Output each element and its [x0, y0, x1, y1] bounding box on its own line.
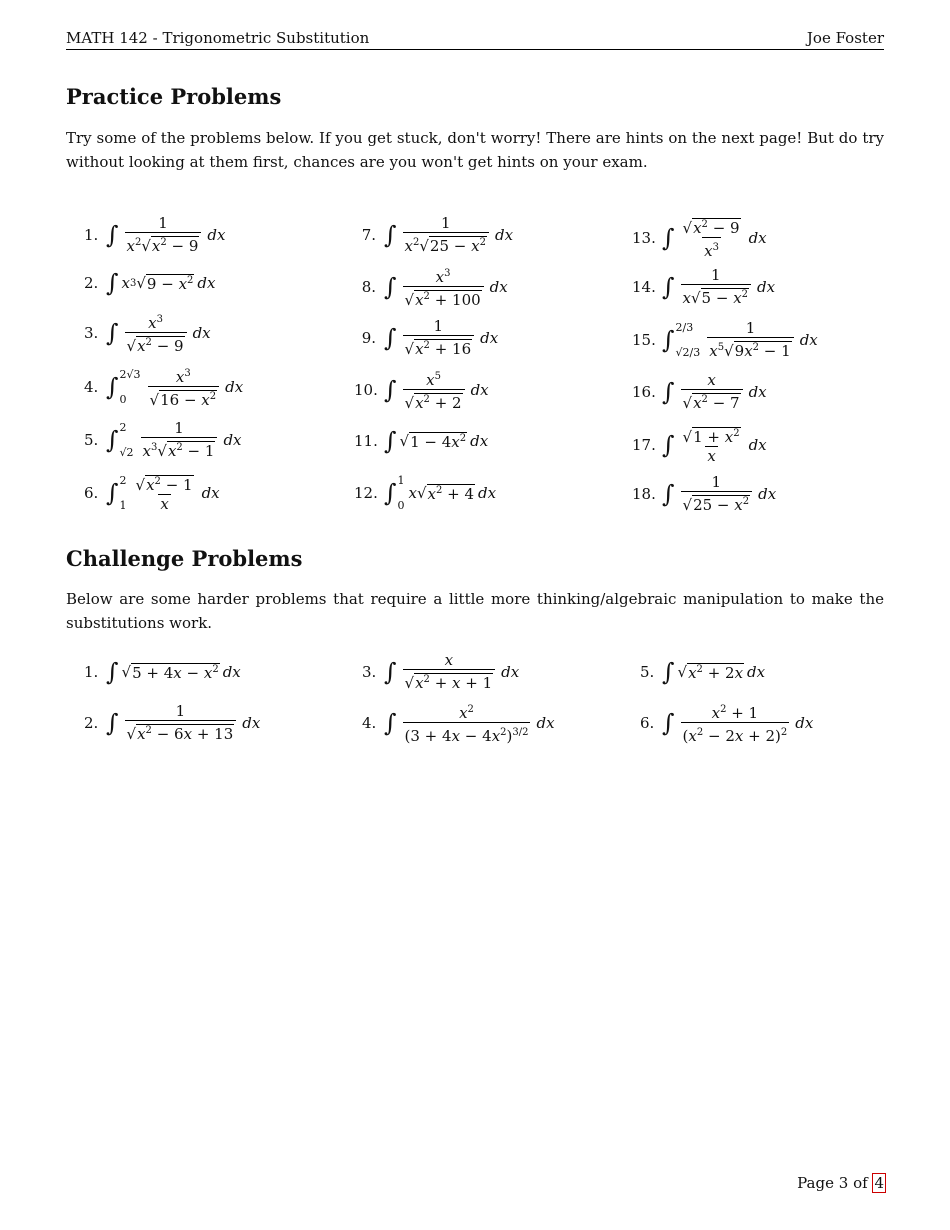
of-label: of — [853, 1174, 868, 1192]
author-name: Joe Foster — [806, 29, 884, 47]
practice-problem-4: 4. ∫ 2√3 0 $x^3$ √ $16 - x^2$ dx — [84, 367, 243, 407]
practice-problem-8: 8. ∫ $x^3$ √ $x^2 + 100$ dx — [354, 267, 508, 307]
practice-problem-10: 10. ∫ $x^5$ √ $x^2 + 2$ dx — [354, 370, 489, 410]
practice-title: Practice Problems — [66, 84, 282, 109]
practice-problem-2: 2. ∫ x 3 √ $9 - x^2$ dx — [84, 263, 215, 303]
practice-problem-11: 11. ∫ √ $1 - 4x^2$ dx — [354, 421, 488, 461]
practice-intro: Try some of the problems below. If you get stuck, don't worry! There are hints on the next page! But do try without looking at them first, chances are you won't get hints on your exam. — [66, 129, 884, 171]
page-footer — [797, 1174, 886, 1192]
challenge-problem-3: 3. ∫ x √ $x^2 + x + 1$ dx — [362, 652, 519, 692]
practice-problem-1: 1. ∫ $\frac{1}{x^2√ x^2 - 9}$ dx — [84, 215, 225, 255]
course-title: MATH 142 - Trigonometric Substitution — [66, 29, 370, 47]
challenge-title: Challenge Problems — [66, 546, 303, 571]
practice-problem-5: 5. ∫ 2 √2 $\frac{1}{x^3√ x^2 - 1}$ dx — [84, 420, 242, 460]
challenge-problem-1: 1. ∫ √ $5 + 4x - x^2$ dx — [84, 652, 241, 692]
practice-problem-14: 14. ∫ $\frac{1}{x√ 5 - x^2}$ dx — [632, 267, 775, 307]
challenge-problem-5: 5. ∫ √ $x^2 + 2x$ dx — [640, 652, 765, 692]
practice-problem-13: 13. ∫ √ $\frac{x^2 - 9}{x^3}$ dx — [632, 218, 767, 258]
practice-problem-9: 9. ∫ 1 √ $x^2 + 16$ dx — [354, 318, 498, 358]
practice-problem-12: 12. ∫ 1 0 x √ $x^2 + 4$ dx — [354, 473, 496, 513]
challenge-intro: Below are some harder problems that require a little more thinking/algebraic manipulation to make the substitutions work. — [66, 590, 884, 632]
practice-problem-18: 18. ∫ 1 √ $25 - x^2$ dx — [632, 474, 776, 514]
challenge-problem-4: 4. ∫ $\frac{x^2}{(3 + 4x - 4x^2)^{3/2}}$ dx — [362, 704, 555, 745]
page-header — [66, 29, 884, 50]
total-pages-link[interactable]: 4 — [874, 1174, 884, 1192]
practice-problem-15: 15. ∫ 2/3 √2/3 $\frac{1}{x^5√ 9x^2 - 1}$ dx — [632, 320, 818, 360]
page-label: Page 3 — [797, 1174, 849, 1192]
practice-problem-17: 17. ∫ √ $\frac{1 + x^2}{x}$ dx — [632, 425, 767, 465]
practice-problem-7: 7. ∫ $\frac{1}{x^2√ 25 - x^2}$ dx — [354, 215, 513, 255]
practice-problem-3: 3. ∫ $x^3$ √ $x^2 - 9$ dx — [84, 313, 211, 353]
practice-problem-16: 16. ∫ x √ $x^2 - 7$ dx — [632, 372, 767, 412]
challenge-problem-2: 2. ∫ 1 √ $x^2 - 6x + 13$ dx — [84, 703, 260, 743]
challenge-problem-6: 6. ∫ $\frac{x^2 + 1}{(x^2 - 2x + 2)^2}$ dx — [640, 704, 814, 745]
practice-problem-6: 6. ∫ 2 1 √ $\frac{x^2 - 1}{x}$ dx — [84, 473, 220, 513]
